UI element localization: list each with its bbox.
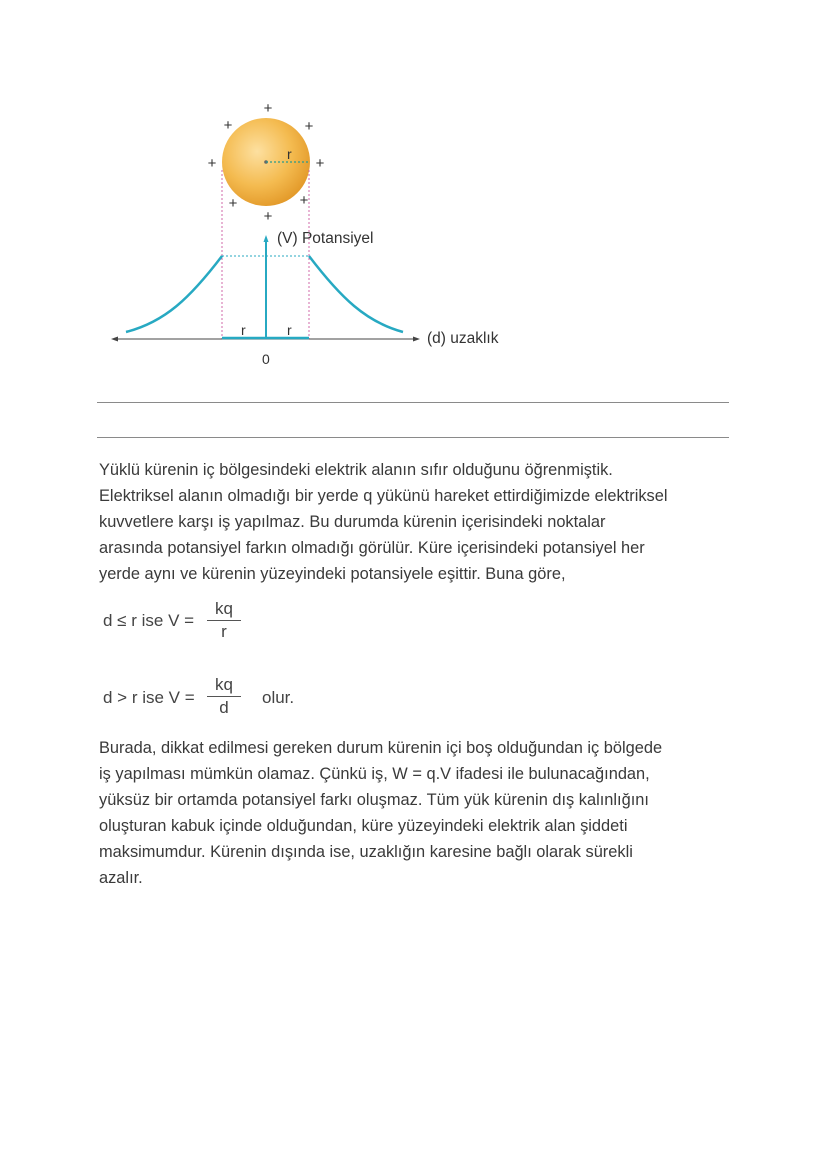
plus-sign: +: [263, 208, 273, 225]
plus-sign: +: [304, 118, 314, 135]
divider: [97, 437, 729, 438]
inner-left-radius-label: r: [241, 322, 246, 338]
potential-curve-right: [309, 256, 403, 332]
origin-label: 0: [262, 351, 270, 367]
text-line: oluşturan kabuk içinde olduğundan, küre yüzeyindeki elektrik alan şiddeti: [99, 817, 628, 835]
text-line: iş yapılması mümkün olamaz. Çünkü iş, W = q.V ifadesi ile bulunacağından,: [99, 765, 650, 783]
plus-sign: +: [223, 117, 233, 134]
fraction-inside: [207, 599, 241, 643]
text-line: azalır.: [99, 869, 143, 887]
formula-inside: [103, 611, 194, 631]
fraction-outside: [207, 675, 241, 719]
formula-outside: [103, 688, 195, 708]
plus-sign: +: [263, 100, 273, 117]
text-line: Yüklü kürenin iç bölgesindeki elektrik alanın sıfır olduğunu öğrenmiştik.: [99, 461, 613, 479]
divider: [97, 402, 729, 403]
plus-sign: +: [228, 195, 238, 212]
text-line: yerde aynı ve kürenin yüzeyindeki potansiyele eşittir. Buna göre,: [99, 565, 566, 583]
formula-condition: d ≤ r ise V =: [103, 611, 195, 630]
numerator: kq: [207, 599, 241, 621]
denominator: r: [221, 622, 227, 641]
x-axis-arrow-right: [413, 337, 420, 342]
paragraph-explanation: [99, 735, 662, 891]
x-axis-label: (d) uzaklık: [427, 330, 499, 347]
text-line: kuvvetlere karşı iş yapılmaz. Bu durumda kürenin içerisindeki noktalar: [99, 513, 606, 531]
y-axis-arrow: [264, 235, 269, 242]
potential-diagram: [0, 0, 828, 380]
text-line: arasında potansiyel farkın olmadığı görülür. Küre içerisindeki potansiyel her: [99, 539, 645, 557]
sphere-radius-label: r: [287, 146, 292, 162]
denominator: d: [219, 698, 229, 717]
plus-sign: +: [207, 155, 217, 172]
text-line: yüksüz bir ortamda potansiyel farkı oluşmaz. Tüm yük kürenin dış kalınlığını: [99, 791, 649, 809]
text-line: maksimumdur. Kürenin dışında ise, uzaklığın karesine bağlı olarak sürekli: [99, 843, 633, 861]
formula-condition: d > r ise V =: [103, 688, 195, 707]
potential-curve-left: [126, 256, 222, 332]
text-line: Burada, dikkat edilmesi gereken durum kürenin içi boş olduğundan iç bölgede: [99, 739, 663, 757]
text-line: Elektriksel alanın olmadığı bir yerde q yükünü hareket ettirdiğimizde elektriksel: [99, 487, 668, 505]
numerator: kq: [207, 675, 241, 697]
y-axis-label: (V) Potansiyel: [277, 230, 374, 247]
plus-sign: +: [315, 155, 325, 172]
formula-suffix: olur.: [262, 688, 295, 707]
paragraph-intro: [99, 457, 667, 587]
x-axis-arrow-left: [111, 337, 118, 342]
plus-sign: +: [299, 192, 309, 209]
inner-right-radius-label: r: [287, 322, 292, 338]
